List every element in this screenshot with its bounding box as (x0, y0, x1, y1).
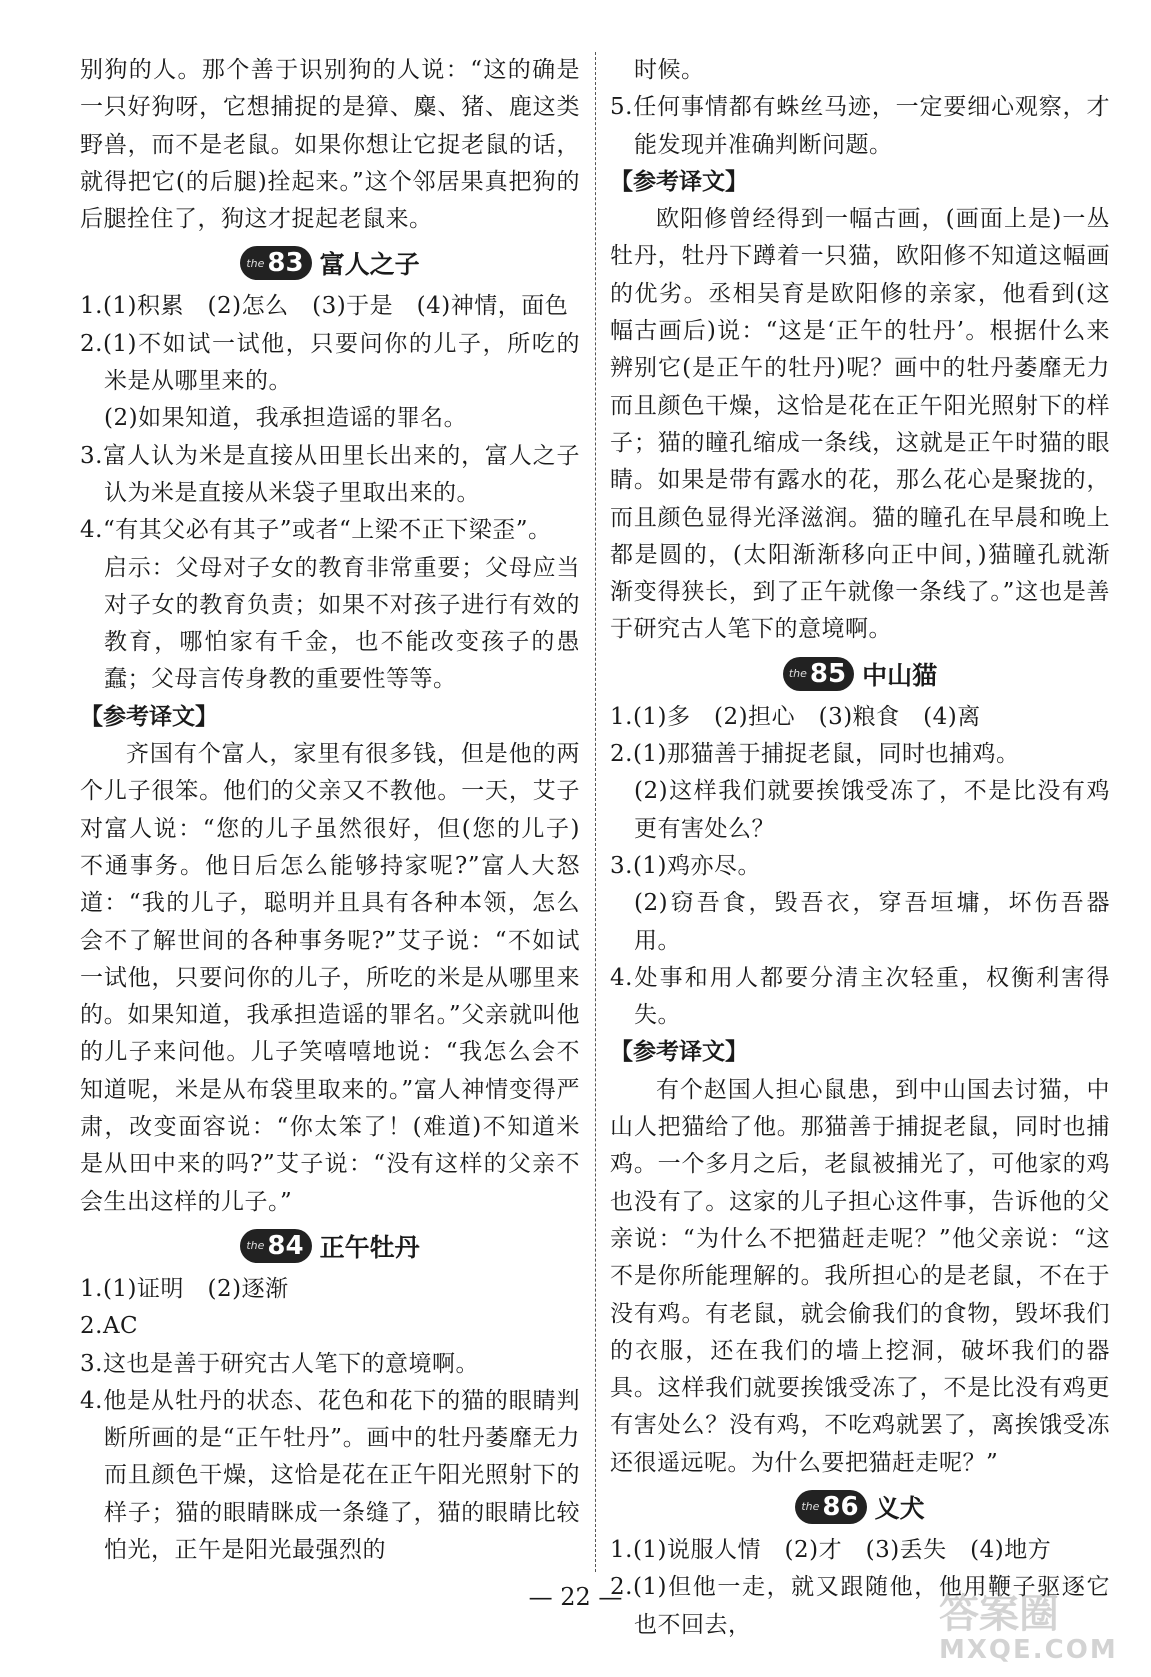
column-divider (595, 52, 596, 1572)
answer-item: 2.(1)那猫善于捕捉老鼠，同时也捕鸡。 (610, 741, 1020, 768)
section-title-text: 中山猫 (862, 660, 938, 690)
section-title-text: 富人之子 (319, 250, 420, 280)
answer-item: 2.(1)但他一走，就又跟随他，他用鞭子驱逐它也不回去， (610, 1574, 1110, 1638)
answer-item: 1.(1)说服人情 (2)才 (3)丢失 (4)地方 (610, 1536, 1052, 1563)
answer-sub-item: (2)窃吾食，毁吾衣，穿吾垣墉，坏伤吾器用。 (634, 890, 1110, 954)
answer-item: 4.处事和用人都要分清主次轻重，权衡利害得失。 (610, 964, 1110, 1029)
reference-translation-label: 【参考译文】 (80, 703, 218, 730)
section-title-text: 义犬 (874, 1493, 925, 1523)
answer-item: 2.(1)不如试一试他，只要问你的儿子，所吃的米是从哪里来的。 (80, 330, 580, 395)
section-title-84 (80, 1221, 580, 1271)
answer-sub-item: (2)这样我们就要挨饿受冻了，不是比没有鸡更有害处么？ (634, 778, 1110, 842)
answer-item: 3.这也是善于研究古人笔下的意境啊。 (80, 1350, 479, 1377)
answer-sub-item: (2)如果知道，我承担造谣的罪名。 (104, 405, 468, 432)
answer-item: 1.(1)多 (2)担心 (3)粮食 (4)离 (610, 703, 981, 730)
reference-translation: 有个赵国人担心鼠患，到中山国去讨猫，中山人把猫给了他。那猫善于捕捉老鼠，同时也捕鸡。一个多月之后，老鼠被捕光了，可他家的鸡也没有了。这家的儿子担心这件事，告诉他的父亲说：“为什么不把猫赶走呢？”他父亲说：“这不是你所能理解的。我所担心的是老鼠，不在于没有鸡。有老鼠，就会偷我们的食物，毁坏我们的衣服，还在我们的墙上挖洞，破坏我们的器具。这样我们就要挨饿受冻了，不是比没有鸡更有害处么？没有鸡，不吃鸡就罢了，离挨饿受冻还很遥远呢。为什么要把猫赶走呢？” (610, 1076, 1110, 1476)
answer-item: 3.(1)鸡亦尽。 (610, 852, 762, 879)
reference-translation-label: 【参考译文】 (610, 168, 748, 195)
section-title-text: 正午牡丹 (319, 1232, 420, 1262)
answer-item: 3.富人认为米是直接从田里长出来的，富人之子认为米是直接从米袋子里取出来的。 (80, 442, 580, 506)
reference-translation-label: 【参考译文】 (610, 1039, 748, 1066)
section-number-badge: the 83 (240, 246, 311, 280)
answer-item: 1.(1)证明 (2)逐渐 (80, 1275, 289, 1302)
section-title-83 (80, 238, 580, 288)
paragraph-continued: 别狗的人。那个善于识别狗的人说：“这的确是一只好狗呀，它想捕捉的是獐、麋、猪、鹿这类野兽，而不是老鼠。如果你想让它捉老鼠的话，就得把它(的后腿)拴起来。”这个邻居果真把狗的后腿拴住了，狗这才捉起老鼠来。 (80, 57, 580, 233)
section-title-86 (610, 1482, 1110, 1532)
answer-continued: 时候。 (634, 57, 705, 83)
section-number-badge: the 84 (240, 1229, 311, 1263)
answer-item: 2.AC (80, 1313, 139, 1340)
section-number-badge: the 85 (783, 657, 854, 691)
watermark-logo: 答案圈 MXQE.COM (939, 1591, 1118, 1665)
reference-translation: 欧阳修曾经得到一幅古画，(画面上是)一丛牡丹，牡丹下蹲着一只猫，欧阳修不知道这幅画的优劣。丞相吴育是欧阳修的亲家，他看到(这幅古画后)说：“这是‘正午的牡丹’。根据什么来辨别它(是正午的牡丹)呢？画中的牡丹萎靡无力而且颜色干燥，这恰是花在正午阳光照射下的样子；猫的瞳孔缩成一条线，这就是正午时猫的眼睛。如果是带有露水的花，那么花心是聚拢的，而且颜色显得光泽滋润。猫的瞳孔在早晨和晚上都是圆的，(太阳渐渐移向正中间，)猫瞳孔就渐渐变得狭长，到了正午就像一条线了。”这也是善于研究古人笔下的意境啊。 (610, 206, 1110, 643)
left-column (80, 52, 580, 1569)
section-title-85 (610, 649, 1110, 699)
answer-item: 4.“有其父必有其子”或者“上梁不正下梁歪”。 (80, 517, 552, 544)
answer-item: 4.他是从牡丹的状态、花色和花下的猫的眼睛判断所画的是“正午牡丹”。画中的牡丹萎靡无力而且颜色干燥，这恰是花在正午阳光照射下的样子；猫的眼睛眯成一条缝了，猫的眼睛比较怕光，正午是阳光最强烈的 (80, 1387, 580, 1563)
answer-sub-item: 启示：父母对子女的教育非常重要；父母应当对子女的教育负责；如果不对孩子进行有效的教育，哪怕家有千金，也不能改变孩子的愚蠢；父母言传身教的重要性等等。 (104, 554, 580, 693)
answer-item: 1.(1)积累 (2)怎么 (3)于是 (4)神情，面色 (80, 293, 569, 320)
section-number-badge: the 86 (795, 1490, 866, 1524)
answer-item: 5.任何事情都有蛛丝马迹，一定要细心观察，才能发现并准确判断问题。 (610, 94, 1110, 158)
page-number: — 22 — (528, 1583, 623, 1611)
reference-translation: 齐国有个富人，家里有很多钱，但是他的两个儿子很笨。他们的父亲又不教他。一天，艾子对富人说：“您的儿子虽然很好，但(您的儿子)不通事务。他日后怎么能够持家呢?”富人大怒道：“我的儿子，聪明并且具有各种本领，怎么会不了解世间的各种事务呢?”艾子说：“不如试一试他，只要问你的儿子，所吃的米是从哪里来的。如果知道，我承担造谣的罪名。”父亲就叫他的儿子来问他。儿子笑嘻嘻地说：“我怎么会不知道呢，米是从布袋里取来的。”富人神情变得严肃，改变面容说：“你太笨了！(难道)不知道米是从田中来的吗?”艾子说：“没有这样的父亲不会生出这样的儿子。” (80, 741, 580, 1215)
right-column (610, 52, 1110, 1644)
